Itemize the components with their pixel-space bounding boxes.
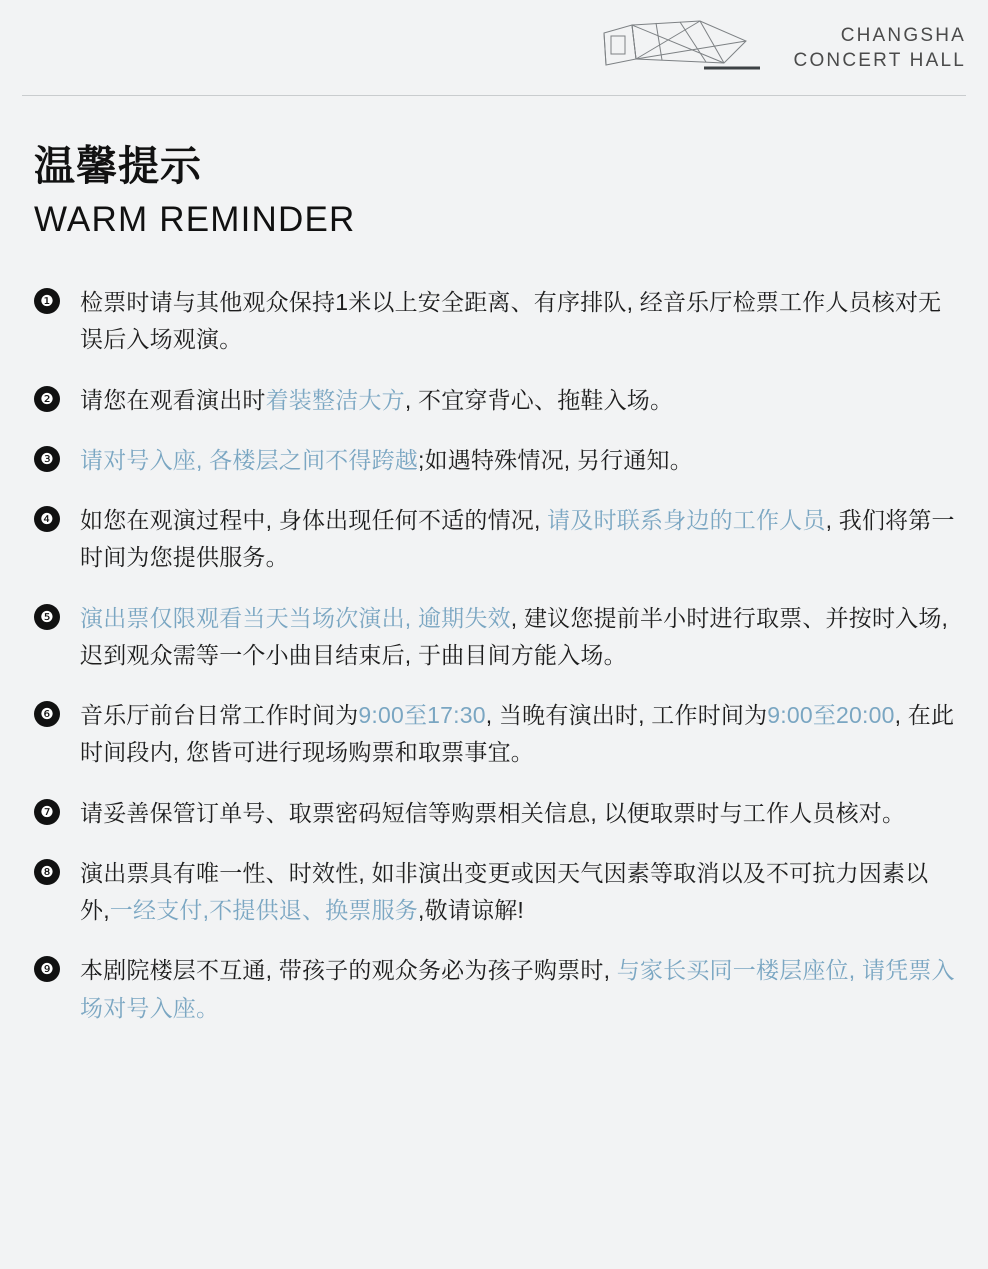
header-divider [22, 95, 966, 96]
list-number-badge: ❶ [34, 288, 60, 314]
plain-text: 请妥善保管订单号、取票密码短信等购票相关信息, 以便取票时与工作人员核对。 [80, 799, 906, 826]
list-number-badge: ❼ [34, 799, 60, 825]
list-item-text [80, 382, 956, 419]
reminder-list [34, 284, 956, 1027]
brand [596, 19, 966, 77]
list-number-badge: ❽ [34, 859, 60, 885]
list-number-badge: ❸ [34, 446, 60, 472]
plain-text: , 当晚有演出时, 工作时间为 [485, 702, 768, 729]
list-item-text [80, 284, 956, 359]
list-item [34, 442, 956, 479]
plain-text: 演出票具有唯一性、时效性, 如非演出变更或因天气因素等取消以及不可抗力因素以外, [80, 859, 929, 924]
title-english: WARM REMINDER [34, 200, 356, 240]
plain-text: ;如遇特殊情况, 另行通知。 [417, 446, 693, 473]
list-item [34, 284, 956, 359]
plain-text: 检票时请与其他观众保持1米以上安全距离、有序排队, 经音乐厅检票工作人员核对无误后入场观演。 [80, 289, 942, 353]
plain-text: 音乐厅前台日常工作时间为 [80, 702, 359, 729]
highlighted-text: 与家长买同一楼层座位, 请凭票入场对号入座。 [80, 957, 955, 1021]
list-item-text [80, 502, 956, 577]
highlighted-text: 请对号入座, 各楼层之间不得跨越 [80, 446, 418, 473]
highlighted-text: 请及时联系身边的工作人员 [547, 507, 826, 534]
list-item-text [80, 442, 956, 479]
plain-text: , 不宜穿背心、拖鞋入场。 [404, 386, 674, 413]
brand-line-1: CHANGSHA [840, 24, 966, 46]
list-item [34, 382, 956, 419]
list-item [34, 952, 956, 1027]
list-number-badge: ❹ [34, 506, 60, 532]
highlighted-text: 9:00至17:30 [358, 702, 486, 729]
list-item [34, 600, 956, 675]
list-number-badge: ❾ [34, 956, 60, 982]
list-number-badge: ❻ [34, 701, 60, 727]
plain-text: 本剧院楼层不互通, 带孩子的观众务必为孩子购票时, [80, 957, 611, 984]
list-item-text [80, 600, 956, 675]
brand-line-2: CONCERT HALL [793, 50, 966, 71]
title-chinese: 温馨提示 [34, 143, 202, 189]
plain-text: , 我们将第一时间为您提供服务。 [80, 507, 955, 571]
brand-text [794, 23, 966, 73]
highlighted-text: 9:00至20:00 [767, 702, 895, 729]
list-item [34, 502, 956, 577]
plain-text: 如您在观演过程中, 身体出现任何不适的情况, [80, 507, 548, 534]
list-item-text [80, 952, 956, 1027]
highlighted-text: 演出票仅限观看当天当场次演出, 逾期失效 [80, 604, 511, 631]
plain-text: ,敬请谅解! [418, 897, 524, 924]
list-item [34, 697, 956, 772]
concert-hall-logo-icon [596, 19, 776, 77]
list-item-text [80, 795, 956, 832]
list-item [34, 855, 956, 930]
list-item-text [80, 855, 956, 930]
page-header [22, 0, 966, 96]
list-number-badge: ❺ [34, 604, 60, 630]
list-item-text [80, 697, 956, 772]
page-title [34, 142, 966, 242]
list-item [34, 795, 956, 832]
highlighted-text: 一经支付,不提供退、换票服务 [109, 897, 418, 924]
plain-text: , 建议您提前半小时进行取票、并按时入场, 迟到观众需等一个小曲目结束后, 于曲目间方能入场。 [80, 604, 949, 668]
list-number-badge: ❷ [34, 386, 60, 412]
plain-text: 请您在观看演出时 [80, 386, 266, 413]
plain-text: , 在此时间段内, 您皆可进行现场购票和取票事宜。 [80, 702, 955, 766]
highlighted-text: 着装整洁大方 [265, 386, 405, 413]
